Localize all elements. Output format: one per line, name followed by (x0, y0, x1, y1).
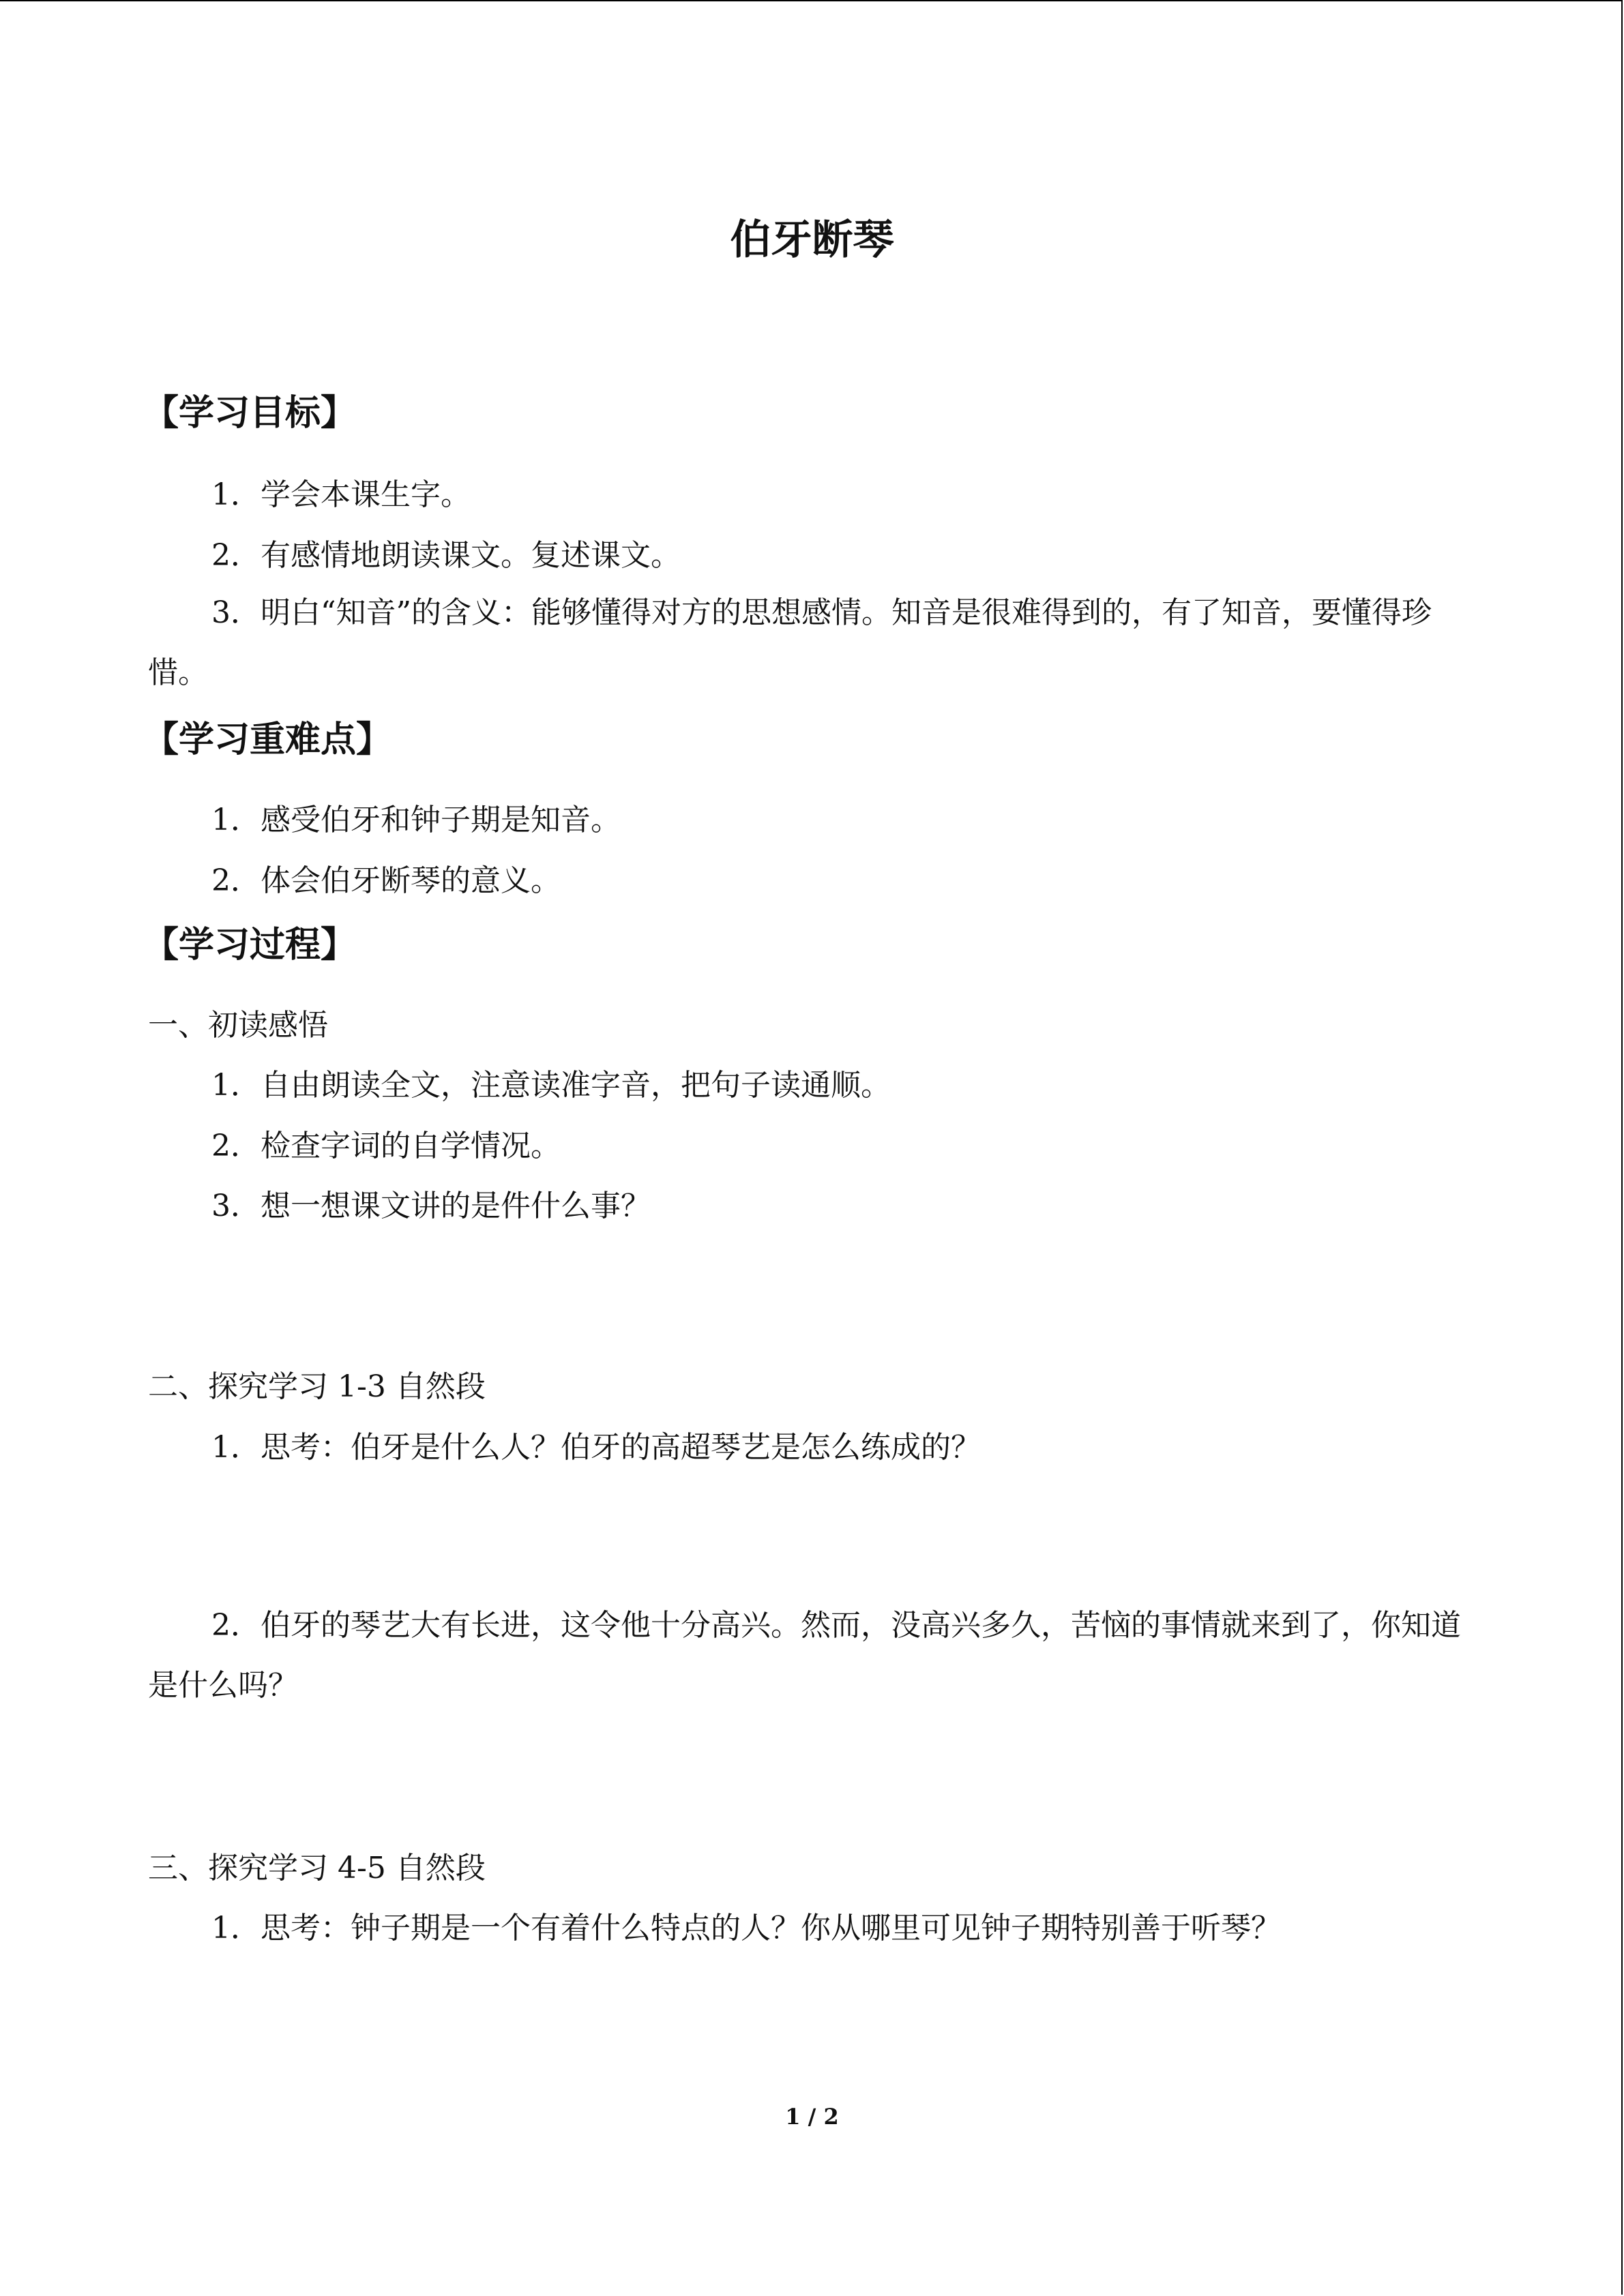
part2-item-1: 1．思考：伯牙是什么人？伯牙的高超琴艺是怎么练成的？ (211, 1430, 981, 1465)
process-part2-title: 二、探究学习 1-3 自然段 (148, 1369, 486, 1404)
part1-item-3: 3．想一想课文讲的是件什么事？ (211, 1189, 651, 1223)
page-number: 1 / 2 (785, 2104, 839, 2130)
part2-item-2: 2．伯牙的琴艺大有长进，这令他十分高兴。然而，没高兴多久，苦恼的事情就来到了，你知道是什么吗？ (148, 1608, 1461, 1703)
goal-item-1: 1．学会本课生字。 (211, 477, 471, 512)
heading-learning-goals: 【学习目标】 (143, 393, 357, 434)
goal-item-3: 3．明白“知音”的含义：能够懂得对方的思想感情。知音是很难得到的，有了知音，要懂得珍惜。 (148, 595, 1432, 690)
part1-item-1: 1．自由朗读全文，注意读准字音，把句子读通顺。 (211, 1068, 891, 1103)
heading-key-points: 【学习重难点】 (143, 719, 392, 760)
keypoint-item-2: 2．体会伯牙断琴的意义。 (211, 863, 561, 898)
part1-item-2: 2．检查字词的自学情况。 (211, 1129, 561, 1163)
goal-item-2: 2．有感情地朗读课文。复述课文。 (211, 538, 681, 573)
keypoint-item-1: 1．感受伯牙和钟子期是知音。 (211, 803, 621, 837)
heading-learning-process: 【学习过程】 (143, 925, 357, 966)
part3-item-1: 1．思考：钟子期是一个有着什么特点的人？你从哪里可见钟子期特别善于听琴？ (211, 1911, 1281, 1945)
process-part3-title: 三、探究学习 4-5 自然段 (148, 1851, 486, 1885)
document-title: 伯牙断琴 (730, 216, 894, 264)
process-part1-title: 一、初读感悟 (148, 1008, 328, 1043)
